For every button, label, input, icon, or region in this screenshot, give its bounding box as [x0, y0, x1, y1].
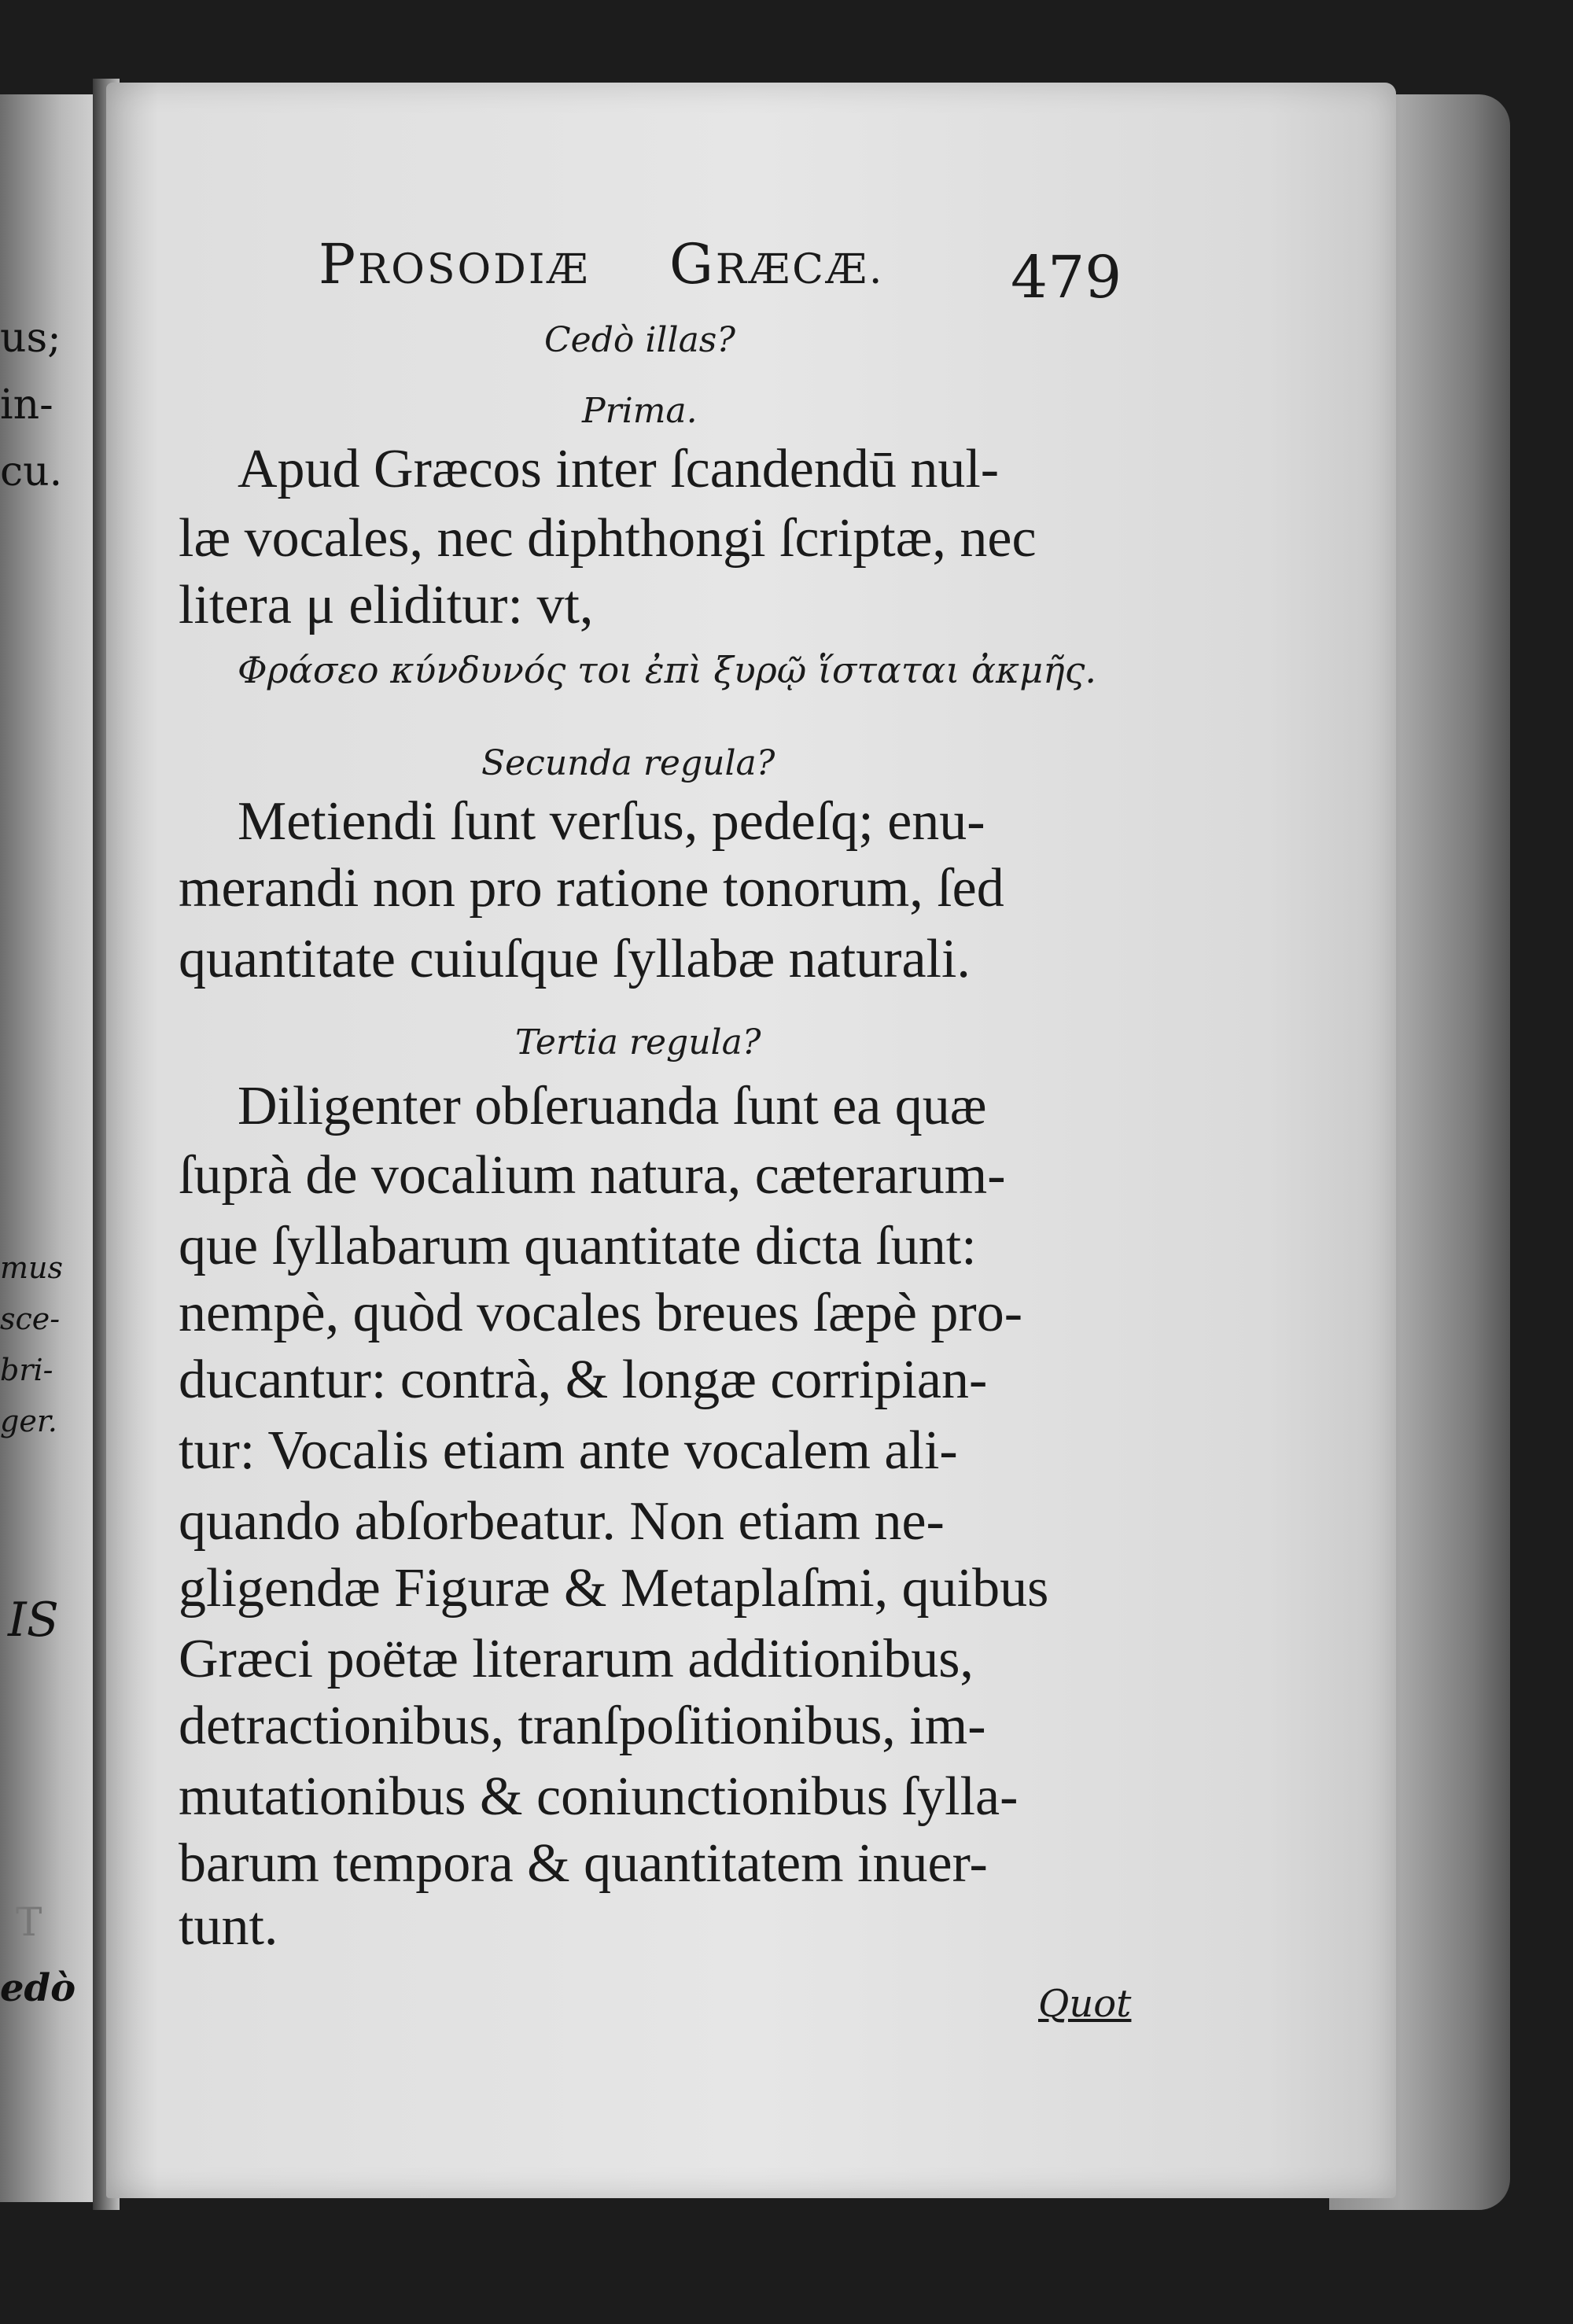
text-line: Apud Græcos inter ſcandendū nul- — [238, 439, 1000, 499]
left-fragment: us; — [0, 315, 61, 362]
text-line: quando abſorbeatur. Non etiam ne- — [179, 1491, 945, 1552]
catchword: Quot — [1038, 1982, 1132, 2026]
text-line: Diligenter obſeruanda ſunt ea quæ — [238, 1076, 987, 1136]
text-line: mutationibus & coniunctionibus ſylla- — [179, 1766, 1019, 1827]
text-line: ducantur: contrà, & longæ corripian- — [179, 1350, 988, 1410]
left-fragment: cu. — [0, 448, 63, 495]
left-fragment: in- — [0, 381, 53, 429]
text-line: barum tempora & quantitatem inuer- — [179, 1833, 988, 1894]
text-line: merandi non pro ratione tonorum, ſed — [179, 858, 1004, 919]
text-line: que ſyllabarum quantitate dicta ſunt: — [179, 1216, 977, 1276]
running-header — [319, 232, 884, 296]
header-initial: G — [669, 232, 716, 296]
left-fragment: IS — [8, 1593, 59, 1648]
left-fragment: edò — [0, 1966, 76, 2010]
left-fragment: ger. — [0, 1404, 57, 1438]
text-line: Græci poëtæ literarum additionibus, — [179, 1629, 974, 1689]
text-line: quantitate cuiuſque ſyllabæ naturali. — [179, 929, 971, 989]
text-line: nempè, quòd vocales breues ſæpè pro- — [179, 1283, 1023, 1343]
text-line: læ vocales, nec diphthongi ſcriptæ, nec — [179, 508, 1037, 569]
page-number: 479 — [1011, 244, 1122, 311]
left-fragment: sce- — [0, 1302, 61, 1336]
book-page — [106, 83, 1396, 2198]
question-heading: Cedò illas? — [544, 320, 735, 360]
greek-verse: Φράσεο κύνδυνός τοι ἐπὶ ξυρῷ ἵσταται ἀκμῆς. — [238, 649, 1097, 691]
text-line: tur: Vocalis etiam ante vocalem ali- — [179, 1420, 958, 1481]
text-line: ſuprà de vocalium natura, cæterarum- — [179, 1145, 1006, 1206]
left-fragment: mus — [0, 1250, 64, 1285]
question-heading: Tertia regula? — [515, 1022, 761, 1063]
text-line: detractionibus, tranſpoſitionibus, im- — [179, 1696, 986, 1756]
text-line: Metiendi ſunt verſus, pedeſq; enu- — [238, 791, 985, 852]
question-heading: Prima. — [582, 391, 698, 431]
text-line: tunt. — [179, 1896, 278, 1957]
question-heading: Secunda regula? — [481, 743, 775, 783]
text-line: litera μ eliditur: vt, — [179, 575, 594, 635]
left-fragment: T — [16, 1899, 42, 1945]
header-word-2: RÆCÆ. — [715, 246, 885, 293]
header-word-1: ROSODIÆ — [358, 246, 591, 293]
header-initial: P — [319, 232, 359, 296]
left-fragment: bri- — [0, 1353, 53, 1387]
text-line: gligendæ Figuræ & Metaplaſmi, quibus — [179, 1558, 1049, 1619]
